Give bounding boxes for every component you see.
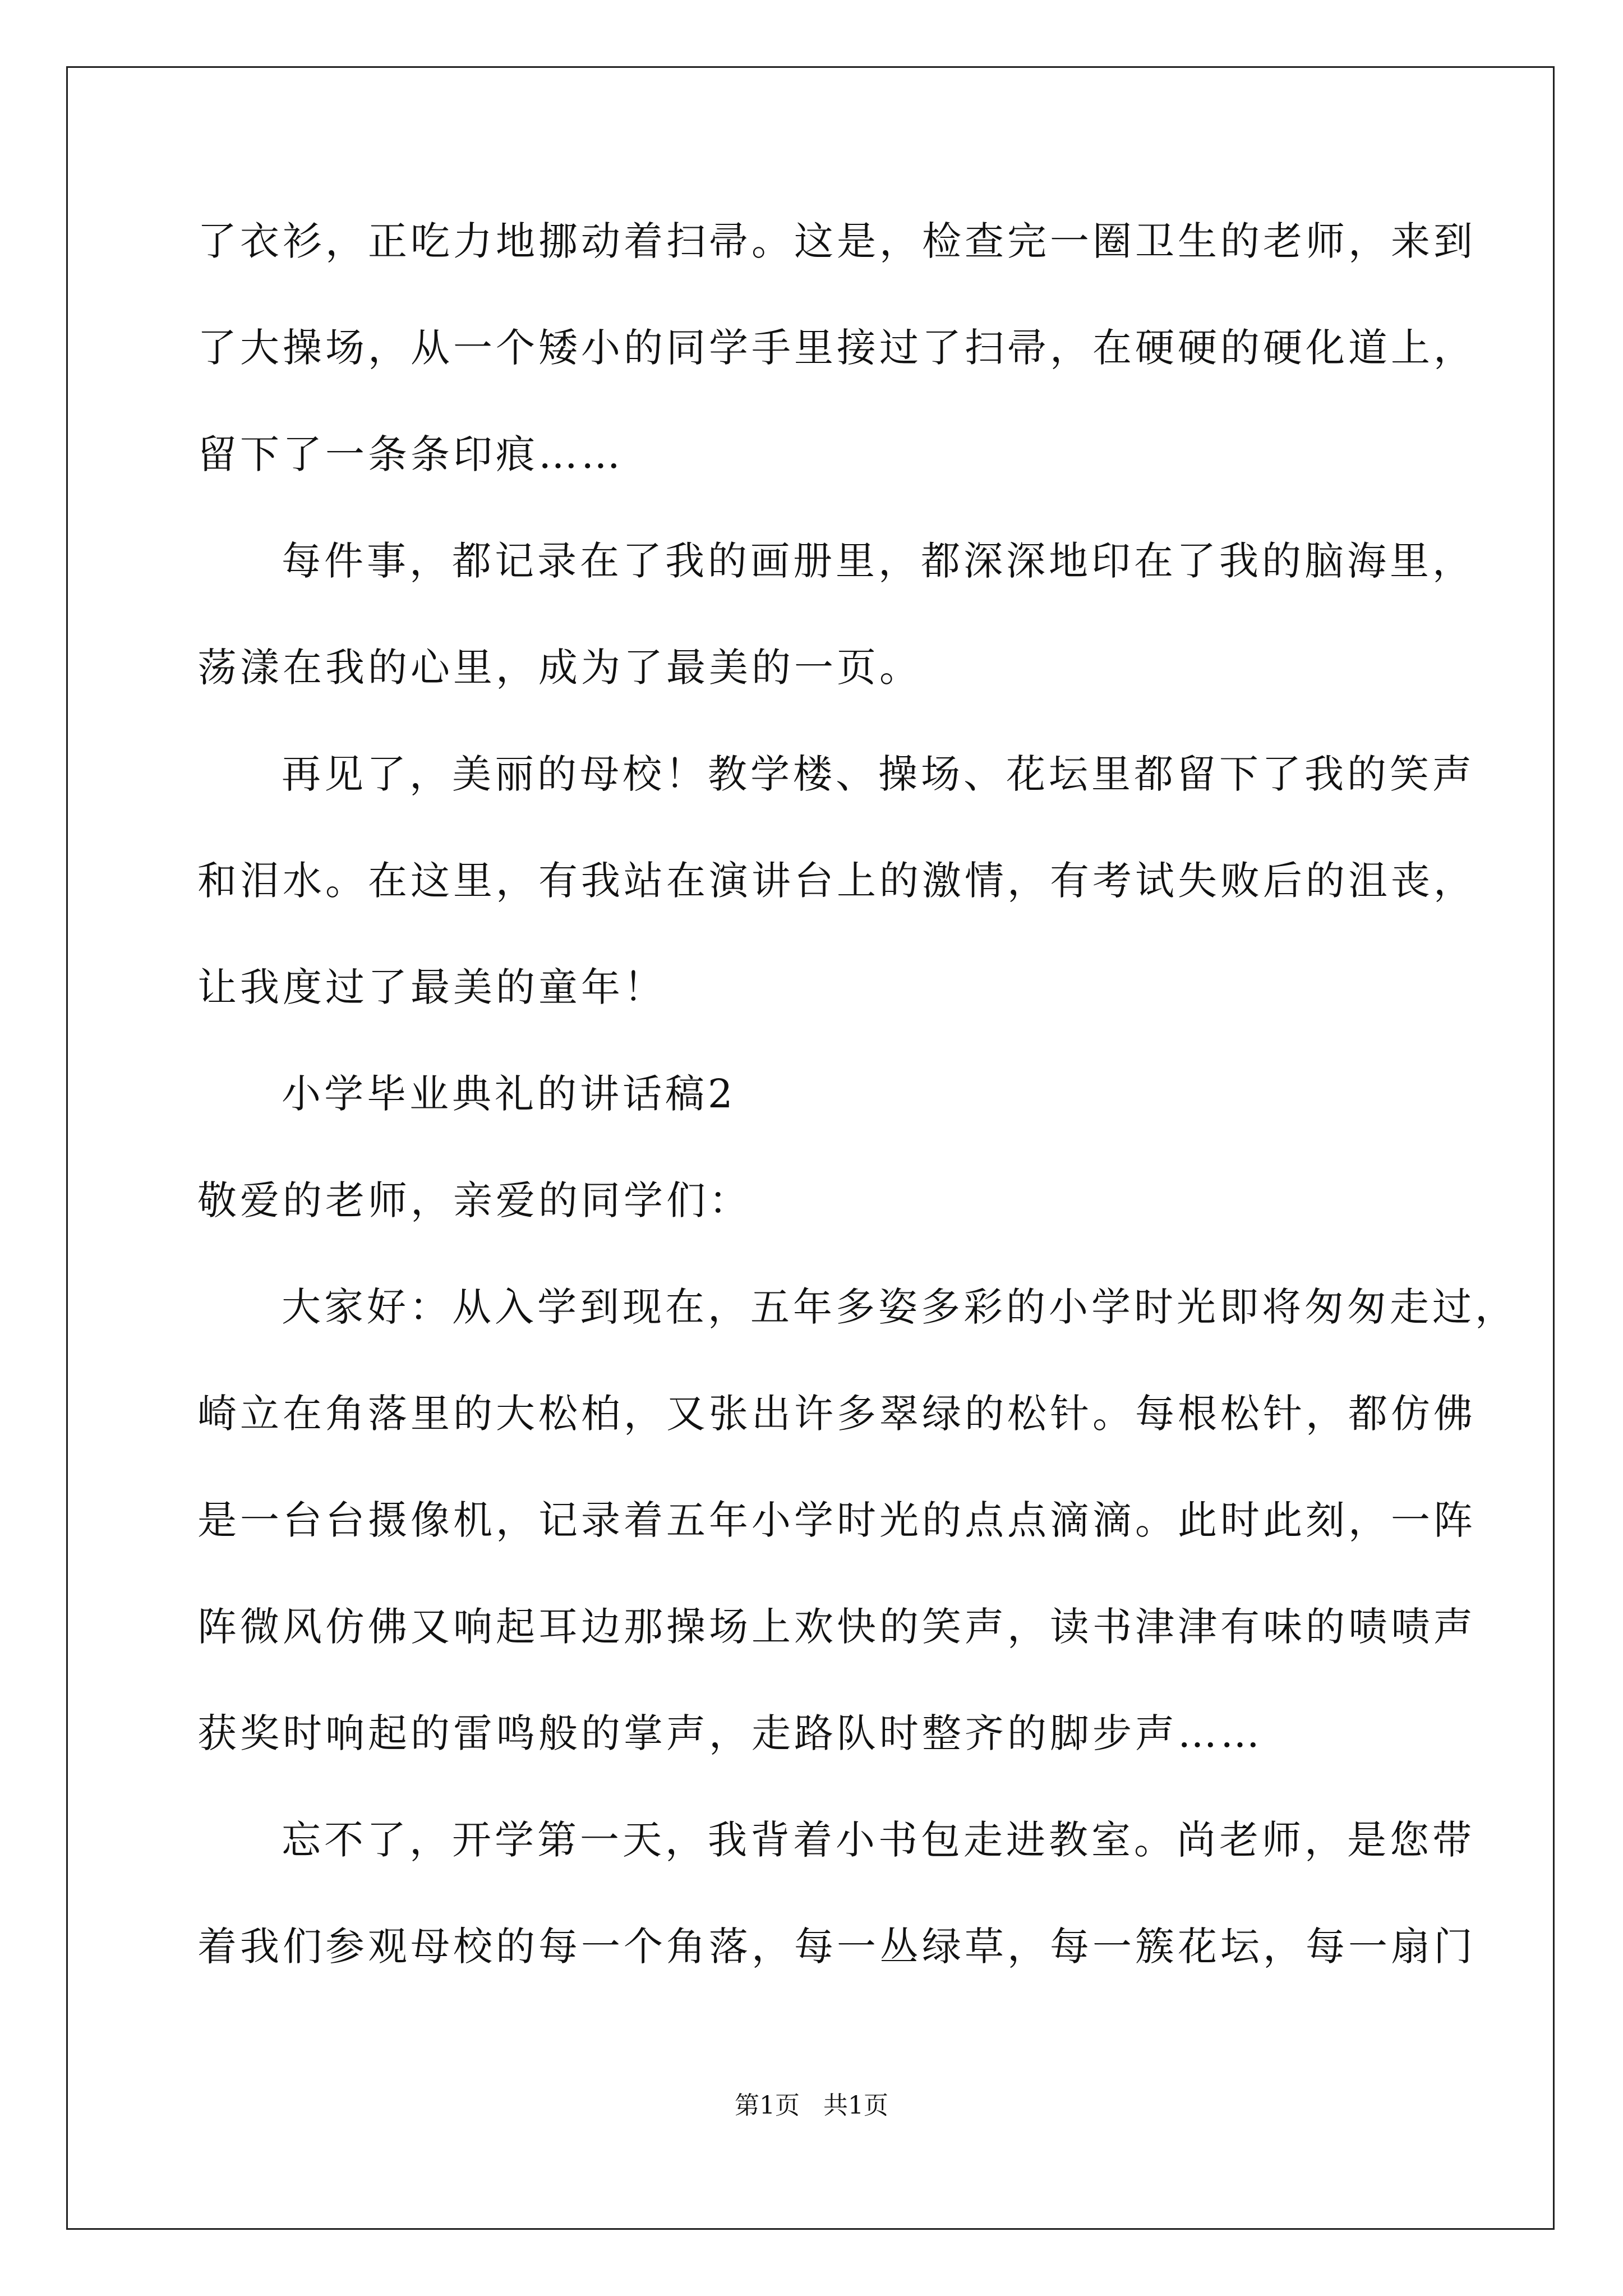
text-line: 着我们参观母校的每一个角落，每一丛绿草，每一簇花坛，每一扇门 <box>197 1924 1476 1970</box>
paragraph-start-line: 每件事，都记录在了我的画册里，都深深地印在了我的脑海里， <box>282 538 1475 584</box>
text-line: 了衣衫，正吃力地挪动着扫帚。这是，检查完一圈卫生的老师，来到 <box>197 218 1476 264</box>
text-line: 是一台台摄像机，记录着五年小学时光的点点滴滴。此时此刻，一阵 <box>197 1497 1476 1543</box>
document-body <box>197 213 1518 2025</box>
page-footer: 第1页 共1页 <box>735 2091 888 2120</box>
text-line: 和泪水。在这里，有我站在演讲台上的激情，有考试失败后的沮丧， <box>197 858 1476 904</box>
salutation: 敬爱的老师，亲爱的同学们： <box>197 1177 751 1223</box>
paragraph-start-line: 再见了，美丽的母校！教学楼、操场、花坛里都留下了我的笑声 <box>282 751 1475 797</box>
text-line: 留下了一条条印痕…… <box>197 431 624 477</box>
text-line: 获奖时响起的雷鸣般的掌声，走路队时整齐的脚步声…… <box>197 1710 1263 1756</box>
text-line: 让我度过了最美的童年！ <box>197 964 666 1010</box>
text-line: 阵微风仿佛又响起耳边那操场上欢快的笑声，读书津津有味的啧啧声 <box>197 1604 1476 1650</box>
text-line: 崎立在角落里的大松柏，又张出许多翠绿的松针。每根松针，都仿佛 <box>197 1391 1476 1437</box>
text-line: 了大操场，从一个矮小的同学手里接过了扫帚，在硬硬的硬化道上， <box>197 325 1476 371</box>
text-line: 荡漾在我的心里，成为了最美的一页。 <box>197 645 922 691</box>
section-heading: 小学毕业典礼的讲话稿2 <box>282 1071 736 1117</box>
paragraph-start-line: 大家好：从入学到现在，五年多姿多彩的小学时光即将匆匆走过， <box>282 1284 1518 1330</box>
paragraph-start-line: 忘不了，开学第一天，我背着小书包走进教室。尚老师，是您带 <box>282 1817 1475 1863</box>
